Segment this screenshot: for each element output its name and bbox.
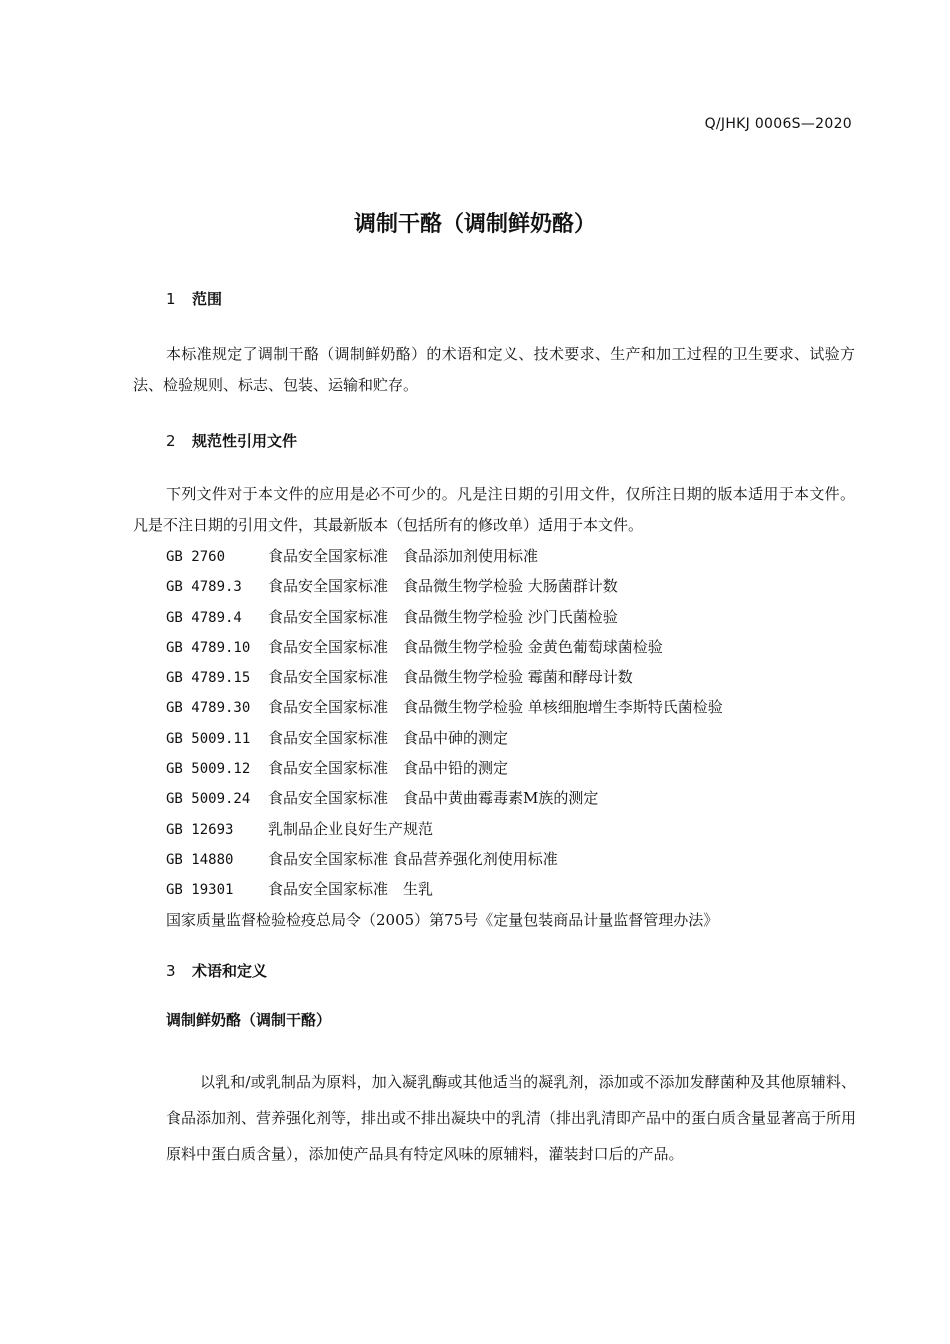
- reference-item: [166, 723, 723, 753]
- section-title: 范围: [192, 290, 223, 308]
- section-number: 2: [166, 432, 176, 450]
- reference-regulation: 国家质量监督检验检疫总局令（2005）第75号《定量包装商品计量监督管理办法》: [166, 910, 719, 929]
- reference-name: 食品安全国家标准 食品微生物学检验 大肠菌群计数: [268, 577, 618, 596]
- reference-name: 食品安全国家标准 食品中黄曲霉毒素M族的测定: [268, 789, 599, 808]
- reference-item: [166, 602, 723, 632]
- reference-code: GB 4789.4: [166, 609, 242, 626]
- reference-name: 食品安全国家标准 食品微生物学检验 金黄色葡萄球菌检验: [268, 637, 663, 656]
- reference-name: 食品安全国家标准 食品营养强化剂使用标准: [268, 849, 558, 868]
- reference-item: [166, 753, 723, 783]
- reference-code: GB 5009.12: [166, 761, 251, 778]
- reference-item: [166, 844, 723, 874]
- reference-code: GB 4789.15: [166, 670, 251, 687]
- document-number: Q/JHKJ 0006S—2020: [704, 116, 852, 132]
- references-intro-paragraph: 下列文件对于本文件的应用是必不可少的。凡是注日期的引用文件，仅所注日期的版本适用于本文件。凡是不注日期的引用文件，其最新版本（包括所有的修改单）适用于本文件。: [133, 485, 855, 534]
- section-title: 术语和定义: [192, 962, 268, 980]
- document-title: 调制干酪（调制鲜奶酪）: [353, 212, 596, 237]
- reference-name: 食品安全国家标准 生乳: [268, 880, 434, 899]
- reference-code: GB 4789.10: [166, 639, 251, 656]
- reference-name: 食品安全国家标准 食品微生物学检验 霉菌和酵母计数: [268, 668, 633, 687]
- reference-list: [166, 541, 723, 935]
- reference-code: GB 14880: [166, 851, 234, 868]
- reference-name: 乳制品企业良好生产规范: [268, 819, 434, 838]
- scope-paragraph: 本标准规定了调制干酪（调制鲜奶酪）的术语和定义、技术要求、生产和加工过程的卫生要求、试验方法、检验规则、标志、包装、运输和贮存。: [133, 345, 855, 394]
- section-title: 规范性引用文件: [192, 432, 298, 450]
- reference-code: GB 4789.3: [166, 579, 242, 596]
- section-number: 1: [166, 290, 176, 308]
- reference-name: 食品安全国家标准 食品微生物学检验 单核细胞增生李斯特氏菌检验: [268, 698, 723, 717]
- section-1-heading: [166, 288, 222, 309]
- reference-name: 食品安全国家标准 食品中铅的测定: [268, 759, 509, 778]
- reference-item: [166, 905, 723, 935]
- definition-paragraph: 以乳和/或乳制品为原料，加入凝乳酶或其他适当的凝乳剂，添加或不添加发酵菌种及其他原辅料、食品添加剂、营养强化剂等，排出或不排出凝块中的乳清（排出乳清即产品中的蛋白质含量显著高于所用原料中蛋白质含量），添加使产品具有特定风味的原辅料，灌装封口后的产品。: [166, 1073, 857, 1163]
- reference-item: [166, 783, 723, 813]
- reference-name: 食品安全国家标准 食品微生物学检验 沙门氏菌检验: [268, 607, 618, 626]
- reference-item: [166, 814, 723, 844]
- reference-item: [166, 571, 723, 601]
- section-3-heading: [166, 960, 267, 981]
- term-heading: 调制鲜奶酪（调制干酪）: [166, 1011, 332, 1029]
- reference-item: [166, 874, 723, 904]
- section-2-heading: [166, 430, 297, 451]
- reference-item: [166, 692, 723, 722]
- reference-code: GB 5009.11: [166, 730, 251, 747]
- reference-code: GB 4789.30: [166, 700, 251, 717]
- section-number: 3: [166, 962, 176, 980]
- reference-name: 食品安全国家标准 食品添加剂使用标准: [268, 547, 539, 565]
- reference-item: [166, 632, 723, 662]
- reference-item: [166, 662, 723, 692]
- reference-code: GB 12693: [166, 821, 234, 838]
- reference-code: GB 5009.24: [166, 791, 251, 808]
- reference-code: GB 19301: [166, 882, 234, 899]
- reference-code: GB 2760: [166, 549, 226, 565]
- reference-item: [166, 541, 723, 571]
- reference-name: 食品安全国家标准 食品中砷的测定: [268, 728, 509, 747]
